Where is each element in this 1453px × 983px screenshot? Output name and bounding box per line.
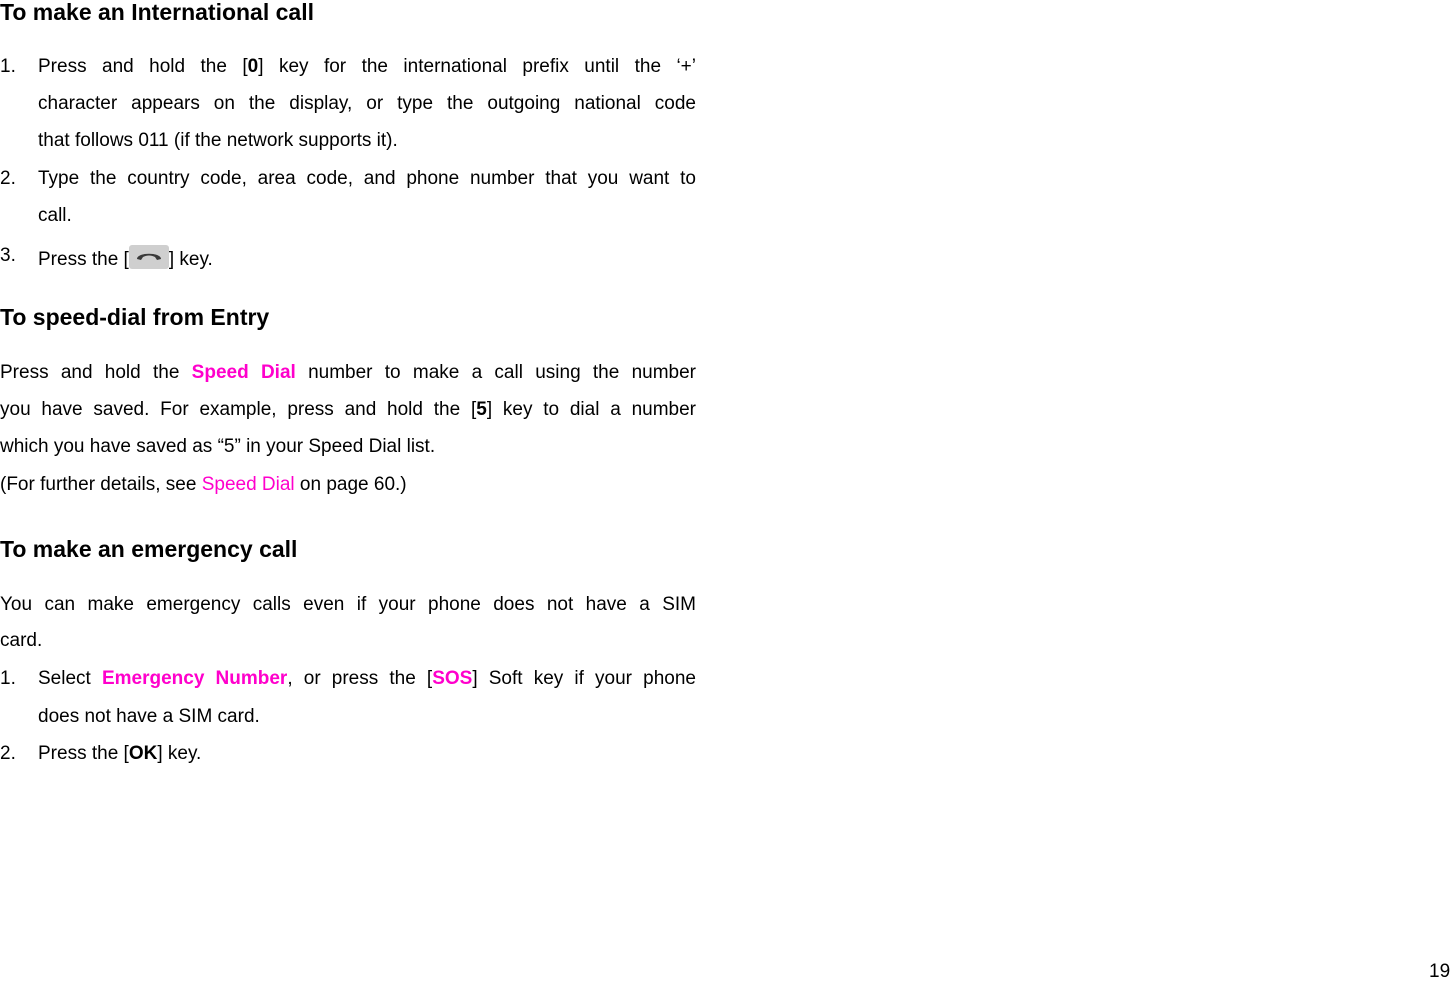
emergency-step-1-line-1: Select Emergency Number, or press the [SOS] Soft key if your phone bbox=[38, 668, 696, 689]
speed-dial-line-4: (For further details, see Speed Dial on page 60.) bbox=[0, 474, 407, 495]
speed-dial-line-3: which you have saved as “5” in your Speed Dial list. bbox=[0, 436, 436, 457]
heading-emergency-call: To make an emergency call bbox=[0, 536, 298, 562]
speed-dial-page-link[interactable]: Speed Dial bbox=[201, 474, 295, 495]
step-number: 3. bbox=[0, 245, 16, 266]
key-5-label: 5 bbox=[476, 399, 487, 420]
step-number: 1. bbox=[0, 56, 16, 77]
emergency-step-2-line: Press the [OK] key. bbox=[38, 743, 202, 764]
ok-key-label: OK bbox=[128, 743, 158, 764]
sos-key-label: SOS bbox=[432, 668, 473, 689]
page-number: 19 bbox=[1429, 961, 1451, 982]
heading-international-call: To make an International call bbox=[0, 0, 314, 25]
speed-dial-term: Speed Dial bbox=[191, 362, 296, 383]
emergency-intro-line-1: You can make emergency calls even if your phone does not have a SIM bbox=[0, 594, 696, 615]
emergency-intro-line-2: card. bbox=[0, 630, 43, 651]
step-1-line-3: that follows 011 (if the network supports it). bbox=[38, 130, 398, 151]
step-2-line-1: Type the country code, area code, and phone number that you want to bbox=[38, 168, 696, 189]
step-number: 2. bbox=[0, 743, 16, 764]
step-3-line: Press the [ ] key. bbox=[38, 245, 696, 271]
speed-dial-line-1: Press and hold the Speed Dial number to make a call using the number bbox=[0, 362, 696, 383]
send-call-key-icon bbox=[129, 245, 169, 269]
heading-speed-dial: To speed-dial from Entry bbox=[0, 304, 270, 330]
step-1-line-1: Press and hold the [0] key for the international prefix until the ‘+’ bbox=[38, 56, 696, 77]
speed-dial-line-2: you have saved. For example, press and hold the [5] key to dial a number bbox=[0, 399, 696, 420]
step-2-line-2: call. bbox=[38, 205, 72, 226]
emergency-number-term: Emergency Number bbox=[101, 668, 288, 689]
step-1-line-2: character appears on the display, or type the outgoing national code bbox=[38, 93, 696, 114]
step-number: 2. bbox=[0, 168, 16, 189]
step-number: 1. bbox=[0, 668, 16, 689]
emergency-step-1-line-2: does not have a SIM card. bbox=[38, 706, 260, 727]
key-0-label: 0 bbox=[247, 56, 259, 77]
